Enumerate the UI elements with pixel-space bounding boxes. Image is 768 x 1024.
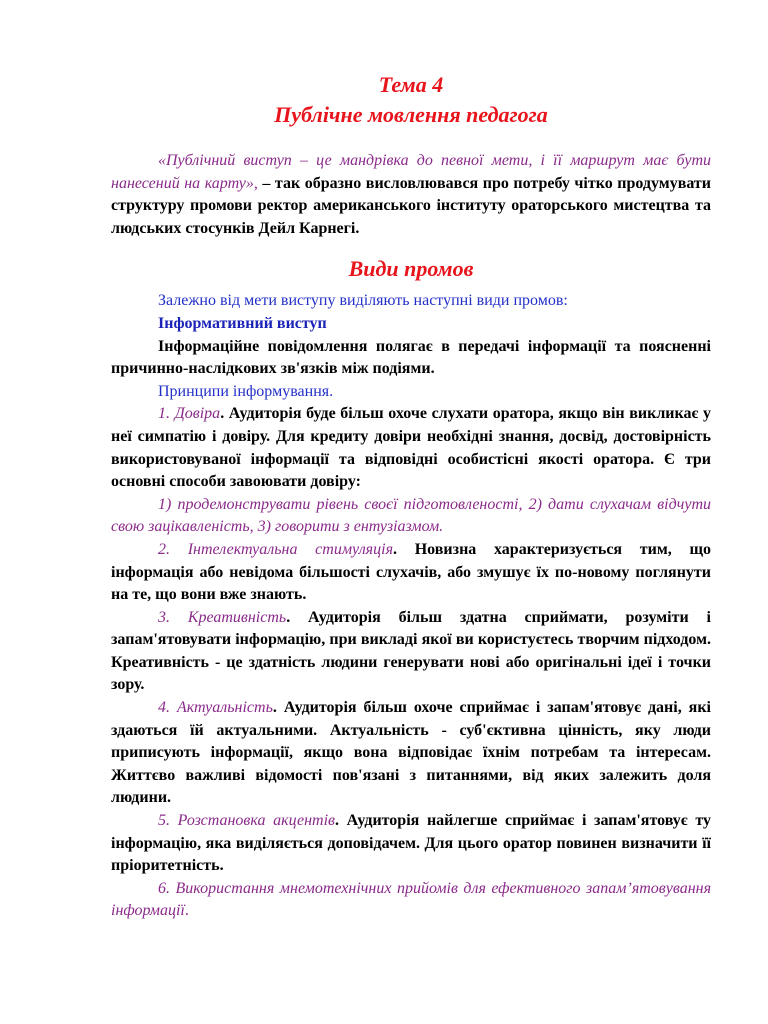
page-title: Публічне мовлення педагога (274, 102, 548, 127)
principle-4-term: 4. Актуальність (158, 699, 273, 717)
principle-4 (111, 697, 711, 810)
principle-3 (111, 607, 711, 697)
section-title: Види промов (348, 256, 474, 282)
principle-2 (111, 539, 711, 607)
principle-1-term: 1. Довіра (158, 405, 221, 423)
intro-text: – так образно висловлювався про потребу чітко продумувати структуру промови ректор американського інституту ораторського мистецтва та людських стосунків Дейл Карнегі. (111, 174, 712, 237)
intro-quote: «Публічний виступ – це мандрівка до певної мети, і її маршрут має бути нанесений на карту», (111, 152, 711, 192)
subhead-paragraph (111, 313, 711, 336)
section-lead-text: Залежно від мети виступу виділяють наступні види промов: (158, 292, 568, 310)
principle-1-text: . Аудиторія буде більш охоче слухати оратора, якщо він викликає у неї симпатію і довіру. Для кредиту довіри необхідні знання, досвід, достовірність використовуваної інформації та відповідні особистісні якості оратора. (111, 405, 712, 468)
principle-5-term: 5. Розстановка акцентів (158, 812, 335, 830)
principle-4-text: . Аудиторія більш охоче сприймає і запам'ятовує дані, які здаються їй актуальними. Актуальність - суб'єктивна цінність, яку люди приписують інформації, якщо вона відповідає їхнім потребам та інтересам. Життєво важливі відомості пов'язані з питаннями, від яких залежить доля людини. (111, 699, 711, 807)
principle-1 (111, 403, 711, 493)
principle-1-emphasis: Є три основні способи завоювати довіру: (111, 450, 712, 491)
principle-5 (111, 810, 711, 878)
principle-3-term: 3. Креативність (158, 608, 287, 626)
principle-2-text: . Новизна характеризується тим, що інформація або невідома більшості слухачів, або змушує їх по-новому поглянути на те, що вони вже знають. (111, 540, 712, 604)
principles-label: Принципи інформування. (158, 382, 334, 400)
intro-paragraph (111, 150, 711, 240)
principle-6-text: . (184, 902, 189, 920)
principle-6-term: 6. Використання мнемотехнічних прийомів для ефективного запам’ятовування інформації (111, 879, 711, 920)
principle-3-text: . Аудиторія більш здатна сприймати, розуміти і запам'ятовувати інформацію, при викладі якої ви користуєтесь творчим підходом. Креативність - це здатність людини генерувати нові або оригінальні ідеї і точки зору. (111, 608, 711, 694)
principle-1-list (111, 494, 711, 539)
principle-6 (111, 878, 711, 923)
subhead-informative: Інформативний виступ (158, 314, 327, 332)
principle-2-term: 2. Інтелектуальна стимуляція (158, 540, 394, 558)
principles-label-paragraph (111, 381, 711, 404)
section-lead (111, 290, 711, 313)
topic-number: Тема 4 (378, 72, 444, 97)
principle-1-list-text: 1) продемонструвати рівень своєї підготовленості, 2) дати слухачам відчути свою зацікавленість, 3) говорити з ентузіазмом. (111, 495, 711, 536)
definition-paragraph: Інформаційне повідомлення полягає в передачі інформації та поясненні причинно-наслідкових зв'язків між подіями. (111, 337, 711, 378)
principle-5-text: . Аудиторія найлегше сприймає і запам'ятовує ту інформацію, яка виділяється доповідачем. Для цього оратор повинен визначити її пріоритетність. (111, 812, 712, 875)
